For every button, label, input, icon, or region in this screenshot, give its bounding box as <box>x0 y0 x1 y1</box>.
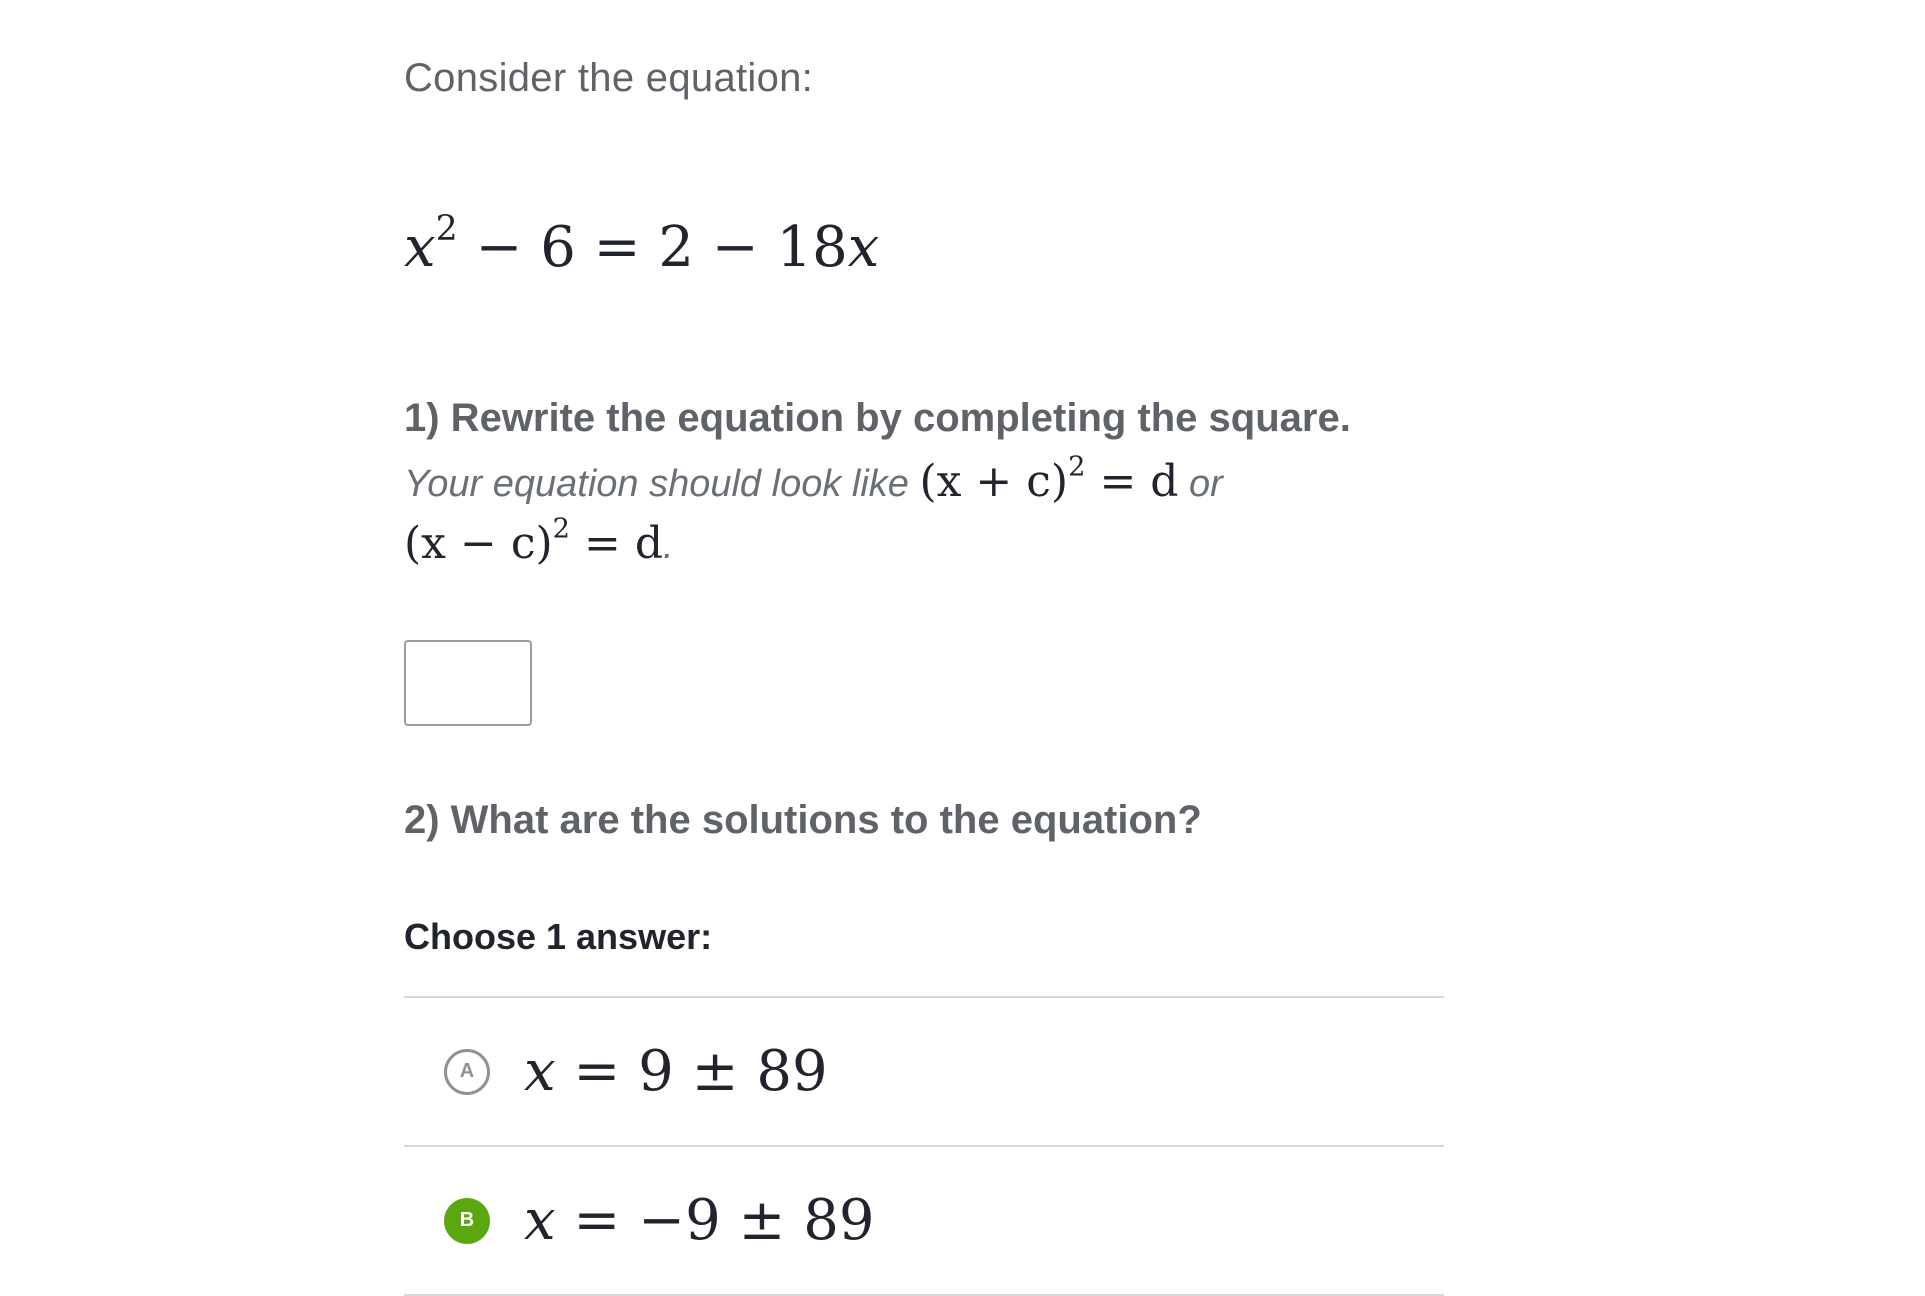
hint-form-2-exp: 2 <box>552 513 570 545</box>
equation-variable-2: x <box>847 215 880 280</box>
hint-form-1-rhs: = d <box>1085 456 1179 507</box>
question-1-title: 1) Rewrite the equation by completing the square. <box>404 396 1351 440</box>
question-2-title: 2) What are the solutions to the equation? <box>404 798 1202 842</box>
hint-suffix: . <box>663 525 674 567</box>
choose-label: Choose 1 answer: <box>404 916 713 957</box>
hint-or: or <box>1178 463 1223 505</box>
hint-form-1-exp: 2 <box>1068 451 1086 483</box>
answer-choices <box>404 996 1444 1296</box>
given-equation <box>404 208 880 280</box>
choice-b-text: x = −9 ± 89 <box>524 1188 875 1253</box>
choice-a-radio[interactable]: A <box>444 1049 490 1095</box>
question-1-hint <box>404 452 1404 576</box>
hint-form-2 <box>404 513 664 569</box>
equation-rest: − 6 = 2 − 18 <box>457 215 848 280</box>
intro-text: Consider the equation: <box>404 56 814 100</box>
hint-form-2-base: (x − c) <box>404 518 553 569</box>
hint-prefix: Your equation should look like <box>404 463 920 505</box>
hint-form-1 <box>919 451 1179 507</box>
equation-variable: x <box>404 215 436 280</box>
choice-b[interactable] <box>404 1147 1444 1296</box>
answer-input-box[interactable] <box>404 640 532 726</box>
hint-form-1-base: (x + c) <box>919 456 1069 507</box>
hint-form-2-rhs: = d <box>570 518 664 569</box>
choice-b-radio[interactable]: B <box>444 1198 490 1244</box>
choice-a[interactable] <box>404 998 1444 1147</box>
choice-a-text: x = 9 ± 89 <box>524 1039 828 1104</box>
equation-exponent: 2 <box>435 208 458 249</box>
